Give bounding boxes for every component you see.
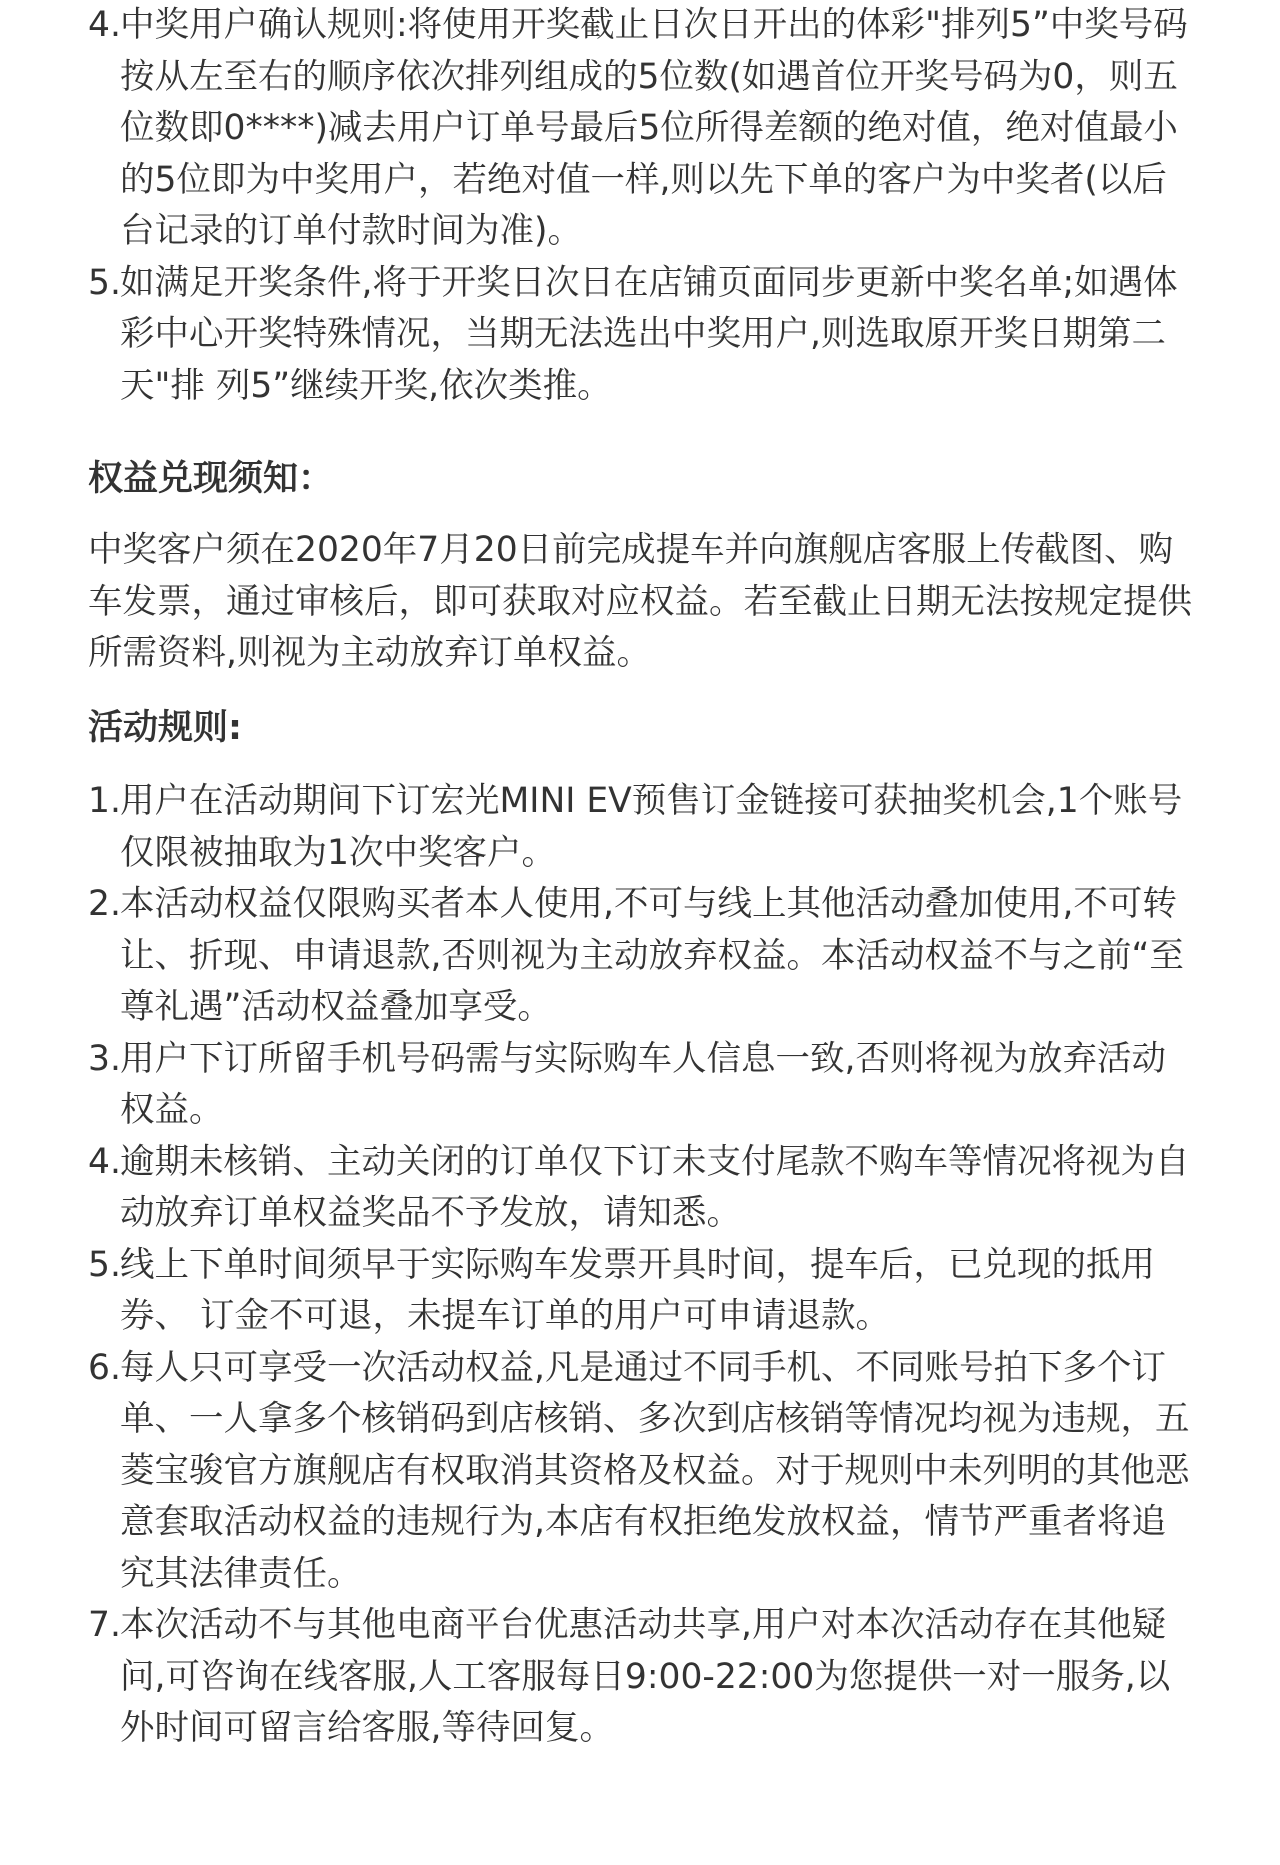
activity-rule-item-6 [88,1343,1198,1601]
activity-rule-text-5: 线上下单时间须早于实际购车发票开具时间，提车后，已兑现的抵用券、 订金不可退，未提车订单的用户可申请退款。 [120,1244,1155,1336]
draw-rule-num-5: 5. [88,262,121,303]
activity-rules-list [88,776,1198,1755]
activity-rule-item-4 [88,1137,1198,1240]
activity-rule-text-4: 逾期未核销、主动关闭的订单仅下订未支付尾款不购车等情况将视为自动放弃订单权益奖品不予发放，请知悉。 [120,1141,1190,1233]
activity-rule-item-5 [88,1240,1198,1343]
activity-rule-num-7: 7. [88,1605,121,1645]
activity-rules-heading: 活动规则: [88,708,242,748]
activity-rule-item-7 [88,1600,1198,1755]
draw-rule-num-4: 4. [88,5,121,45]
draw-rule-item-5 [88,258,1198,413]
activity-rule-item-2 [88,879,1198,1034]
activity-rule-item-3 [88,1034,1198,1137]
draw-rule-text-5: 如满足开奖条件,将于开奖日次日在店铺页面同步更新中奖名单;如遇体彩中心开奖特殊情况，当期无法选出中奖用户,则选取原开奖日期第二天"排 列5”继续开奖,依次类推。 [120,262,1178,406]
activity-rule-text-2: 本活动权益仅限购买者本人使用,不可与线上其他活动叠加使用,不可转让、折现、申请退款,否则视为主动放弃权益。本活动权益不与之前“至尊礼遇”活动权益叠加享受。 [120,884,1184,1027]
activity-rule-num-5: 5. [88,1244,121,1285]
activity-rule-num-1: 1. [88,781,121,821]
activity-rule-item-1 [88,776,1198,879]
draw-rule-text-4: 中奖用户确认规则:将使用开奖截止日次日开出的体彩"排列5”中奖号码按从左至右的顺序依次排列组成的5位数(如遇首位开奖号码为0，则五位数即0****)减去用户订单号最后5位所得差额的绝对值，绝对值最小的5位即为中奖用户，若绝对值一样,则以先下单的客户为中奖者(以后台记录的订单付款时间为准)。 [120,5,1188,251]
activity-rule-num-6: 6. [88,1347,121,1388]
redeem-heading: 权益兑现须知： [88,459,334,499]
draw-rule-item-4 [88,0,1198,258]
activity-rule-text-3: 用户下订所留手机号码需与实际购车人信息一致,否则将视为放弃活动权益。 [120,1038,1166,1130]
activity-rule-num-2: 2. [88,884,121,924]
activity-rule-text-6: 每人只可享受一次活动权益,凡是通过不同手机、不同账号拍下多个订单、一人拿多个核销码到店核销、多次到店核销等情况均视为违规，五菱宝骏官方旗舰店有权取消其资格及权益。对于规则中未列明的其他恶意套取活动权益的违规行为,本店有权拒绝发放权益，情节严重者将追究其法律责任。 [120,1347,1190,1594]
activity-rule-num-4: 4. [88,1141,121,1182]
activity-rule-text-1: 用户在活动期间下订宏光MINI EV预售订金链接可获抽奖机会,1个账号仅限被抽取为1次中奖客户。 [120,781,1183,873]
draw-rules-list [88,0,1198,412]
activity-rule-num-3: 3. [88,1038,121,1079]
activity-rule-text-7: 本次活动不与其他电商平台优惠活动共享,用户对本次活动存在其他疑问,可咨询在线客服,人工客服每日9:00-22:00为您提供一对一服务,以外时间可留言给客服,等待回复。 [120,1605,1171,1748]
redeem-paragraph: 中奖客户须在2020年7月20日前完成提车并向旗舰店客服上传截图、购车发票，通过审核后，即可获取对应权益。若至截止日期无法按规定提供所需资料,则视为主动放弃订单权益。 [88,530,1192,673]
